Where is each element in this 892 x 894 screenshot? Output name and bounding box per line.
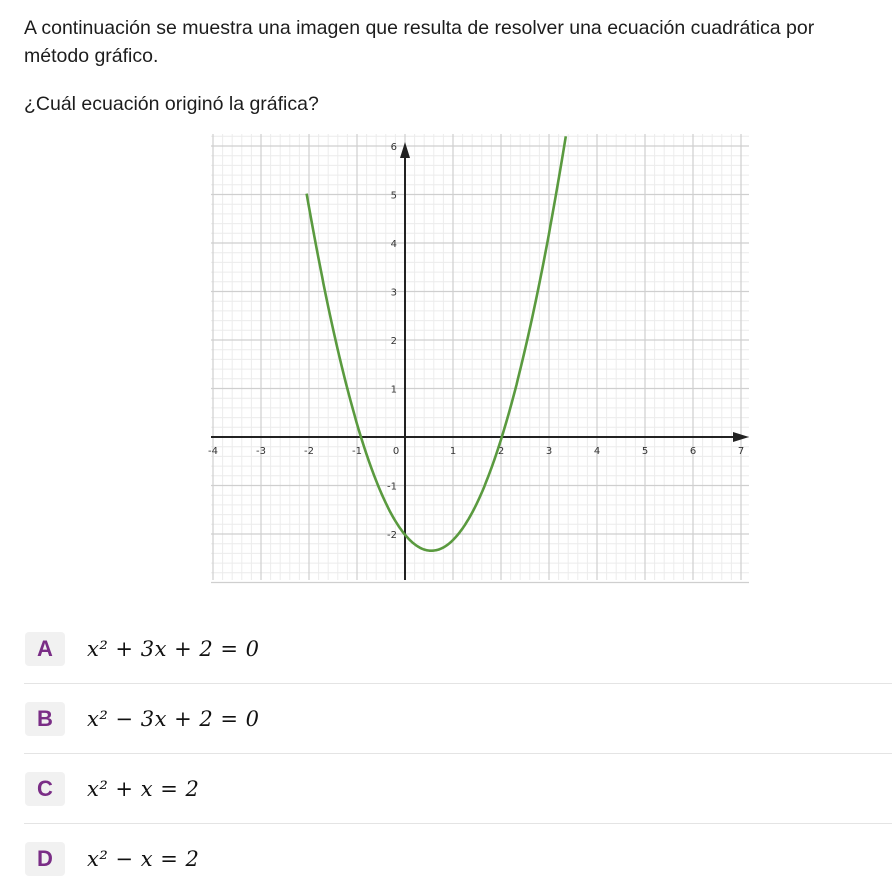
option-equation: x² − 3x + 2 = 0 [87,706,260,731]
option-d[interactable] [24,824,892,894]
x-tick-label: -1 [352,446,362,457]
x-tick-label: -4 [208,446,218,457]
option-equation: x² − x = 2 [87,847,200,871]
y-tick-label: 3 [390,287,397,299]
y-tick-label: 6 [390,142,397,153]
y-tick-label: -2 [387,530,397,541]
parabola-graph [205,132,753,584]
option-equation: x² + 3x + 2 = 0 [87,636,260,661]
option-letter: D [25,842,65,876]
answer-options [24,614,892,894]
x-tick-label: 3 [545,446,553,457]
y-axis-arrow [400,142,410,158]
option-equation: x² + x = 2 [87,776,200,801]
x-tick-label: -2 [304,446,314,457]
x-tick-label: 7 [737,446,745,457]
x-tick-label: 4 [593,446,601,457]
option-letter: A [25,632,65,666]
x-tick-label: -3 [256,446,266,457]
option-b[interactable] [24,684,892,754]
question-text [24,14,884,70]
option-a[interactable] [24,614,892,684]
parabola-curve [307,136,566,550]
chart-svg [205,132,753,584]
y-tick-label: 1 [390,384,397,396]
y-tick-label: 5 [390,190,397,202]
y-tick-label: -1 [387,481,397,493]
x-tick-label: 6 [689,446,697,457]
question-statement: A continuación se muestra una imagen que resulta de resolver una ecuación cuadrática por método gráfico. [24,17,815,67]
option-letter: B [25,702,65,736]
option-letter: C [25,772,65,806]
option-c[interactable] [24,754,892,824]
question-prompt: ¿Cuál ecuación originó la gráfica? [24,93,319,115]
y-tick-label: 2 [390,336,397,347]
x-tick-label: 5 [641,446,649,457]
x-tick-label: 2 [497,446,505,457]
x-tick-label: 0 [392,446,400,457]
y-tick-label: 4 [390,239,397,250]
x-tick-label: 1 [449,446,457,457]
